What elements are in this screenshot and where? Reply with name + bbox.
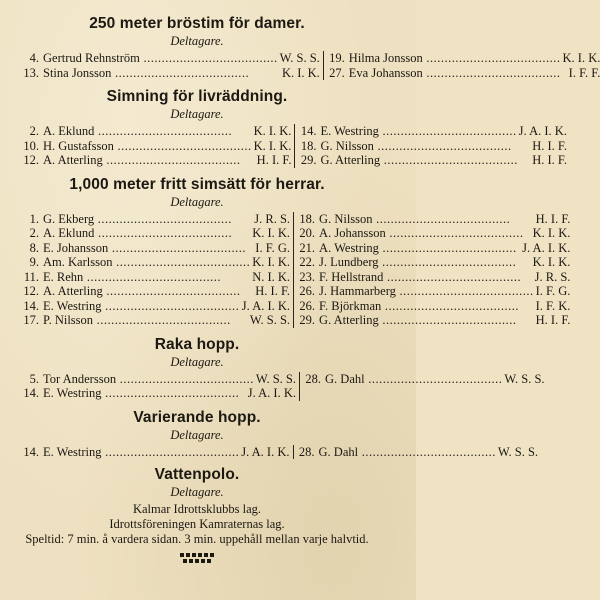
participant-name: Am. Karlsson ..... bbox=[39, 255, 250, 270]
participant-row bbox=[298, 255, 570, 270]
participants-column-right bbox=[300, 372, 545, 401]
participant-row bbox=[22, 445, 290, 460]
participant-number: 14. bbox=[23, 444, 39, 459]
participant-club: K. I. K. bbox=[252, 255, 291, 269]
participant-club: K. I. K. bbox=[252, 226, 291, 240]
event-section bbox=[22, 335, 545, 401]
participant-name: Stina Jonsson ..... bbox=[39, 66, 280, 81]
participant-club: K. I. K. bbox=[253, 124, 292, 138]
participants-column-right bbox=[295, 124, 567, 168]
participant-number: 21. bbox=[299, 240, 316, 255]
section-subtitle: Deltagare. bbox=[170, 107, 224, 121]
participant-row bbox=[298, 284, 570, 299]
participant-number: 2. bbox=[29, 226, 39, 240]
participant-row bbox=[22, 66, 320, 81]
participant-number: 17. bbox=[23, 313, 39, 327]
participants-column-left bbox=[22, 51, 324, 80]
participant-name: E. Rehn ..... bbox=[39, 270, 250, 285]
participant-club: W. S. S. bbox=[504, 371, 545, 386]
participant-row bbox=[22, 212, 290, 227]
participant-name: E. Westring ..... bbox=[39, 445, 239, 460]
participant-number: 5. bbox=[29, 371, 39, 386]
participant-name: E. Westring ..... bbox=[39, 386, 246, 401]
participant-row bbox=[22, 226, 290, 241]
participant-number: 23. bbox=[299, 269, 316, 284]
participant-row bbox=[22, 241, 290, 256]
participant-club: J. A. I. K. bbox=[522, 240, 571, 255]
section-vattenpolo bbox=[22, 465, 372, 547]
participant-club: K. I. K. bbox=[281, 65, 320, 80]
participant-name: E. Westring ..... bbox=[39, 299, 240, 314]
participant-number: 28. bbox=[298, 444, 315, 459]
participant-club: H. I. F. bbox=[532, 153, 567, 167]
team-line: Kalmar Idrottsklubbs lag. bbox=[132, 502, 262, 516]
participant-club: I. F. G. bbox=[255, 240, 291, 255]
participants-table bbox=[22, 444, 539, 460]
participant-number: 4. bbox=[29, 51, 39, 65]
participant-row bbox=[298, 212, 570, 227]
participant-row bbox=[22, 313, 290, 328]
participants-column-right bbox=[294, 212, 570, 328]
participant-club: J. R. S. bbox=[534, 269, 571, 284]
participant-row bbox=[22, 124, 291, 139]
team-line: Idrottsföreningen Kamraternas lag. bbox=[109, 517, 285, 531]
participant-club: N. I. K. bbox=[252, 269, 291, 284]
participant-number: 26. bbox=[299, 298, 316, 313]
participant-club: H. I. F. bbox=[532, 138, 567, 153]
participant-name: P. Nilsson ..... bbox=[39, 313, 248, 328]
participant-name: A. Eklund ..... bbox=[39, 226, 250, 241]
participant-name: Gertrud Rehnström ..... bbox=[39, 51, 278, 66]
participant-club: W. S. S. bbox=[255, 371, 297, 386]
participant-number: 26. bbox=[299, 284, 316, 298]
section-title: Vattenpolo. bbox=[154, 466, 240, 483]
participant-club: J. A. I. K. bbox=[518, 124, 567, 138]
participant-club: I. F. K. bbox=[535, 298, 571, 313]
participant-club: J. A. I. K. bbox=[247, 386, 297, 400]
participant-name: G. Nilsson ..... bbox=[316, 139, 530, 154]
events-list bbox=[22, 14, 600, 459]
participant-club: K. I. K. bbox=[253, 138, 292, 153]
participant-number: 29. bbox=[300, 153, 317, 167]
participant-club: W. S. S. bbox=[279, 51, 320, 65]
event-section bbox=[22, 408, 539, 460]
section-subtitle: Deltagare. bbox=[170, 485, 224, 499]
section-subtitle: Deltagare. bbox=[170, 427, 224, 442]
section-title: Varierande hopp. bbox=[133, 408, 261, 426]
participant-name: J. Lundberg ..... bbox=[315, 255, 531, 270]
participant-name: G. Atterling ..... bbox=[316, 153, 530, 168]
participant-row bbox=[298, 313, 570, 328]
participant-number: 20. bbox=[299, 226, 316, 240]
participant-row bbox=[22, 284, 290, 299]
participant-name: Hilma Jonsson ..... bbox=[345, 51, 561, 66]
participant-name: G. Atterling ..... bbox=[315, 313, 534, 328]
event-section bbox=[22, 175, 571, 328]
participant-name: G. Dahl ..... bbox=[321, 372, 502, 387]
participant-name: A. Westring ..... bbox=[315, 241, 520, 256]
participant-club: J. A. I. K. bbox=[241, 298, 291, 313]
participant-number: 27. bbox=[329, 65, 345, 80]
participant-name: Tor Andersson ..... bbox=[39, 372, 254, 387]
participants-column-right bbox=[294, 445, 539, 460]
participant-row bbox=[328, 66, 600, 81]
participant-number: 11. bbox=[23, 269, 39, 284]
participant-name: G. Ekberg ..... bbox=[39, 212, 252, 227]
participants-table bbox=[22, 51, 600, 80]
participant-number: 19. bbox=[329, 51, 345, 65]
participant-name: G. Nilsson ..... bbox=[315, 212, 534, 227]
section-title: 250 meter bröstim för damer. bbox=[89, 15, 305, 32]
participant-row bbox=[299, 153, 567, 168]
section-title: Raka hopp. bbox=[154, 335, 240, 353]
participant-row bbox=[298, 299, 570, 314]
section-subtitle: Deltagare. bbox=[170, 194, 224, 209]
participant-number: 28. bbox=[305, 371, 322, 386]
participant-row bbox=[299, 139, 567, 154]
participant-club: K. I. K. bbox=[532, 226, 571, 240]
event-section bbox=[22, 87, 567, 168]
match-note: Speltid: 7 min. å vardera sidan. 3 min. uppehåll mellan varje halvtid. bbox=[25, 532, 369, 546]
participant-number: 14. bbox=[23, 386, 39, 400]
participant-club: W. S. S. bbox=[249, 313, 291, 327]
participant-name: A. Eklund ..... bbox=[39, 124, 252, 139]
participant-number: 18. bbox=[299, 211, 316, 226]
participant-number: 14. bbox=[23, 298, 39, 313]
participant-row bbox=[298, 226, 570, 241]
participant-name: A. Atterling ..... bbox=[39, 284, 253, 299]
participant-club: H. I. F. bbox=[535, 313, 571, 327]
participant-club: I. F. G. bbox=[535, 284, 571, 298]
participant-club: K. I. K. bbox=[532, 255, 571, 269]
participant-row bbox=[22, 386, 296, 401]
participant-row bbox=[22, 51, 320, 66]
participant-row bbox=[22, 372, 296, 387]
participant-number: 12. bbox=[23, 284, 39, 298]
participant-row bbox=[22, 153, 291, 168]
participant-row bbox=[22, 139, 291, 154]
participant-club: H. I. F. bbox=[256, 153, 292, 167]
section-title: Simning för livräddning. bbox=[106, 88, 288, 105]
participant-club: J. R. S. bbox=[254, 211, 291, 226]
participant-number: 9. bbox=[29, 255, 39, 269]
participant-row bbox=[22, 255, 290, 270]
participants-table bbox=[22, 371, 545, 401]
participant-row bbox=[304, 372, 545, 387]
participant-row bbox=[22, 270, 290, 285]
participant-club: K. I. K. bbox=[562, 51, 600, 65]
participant-name: E. Johansson ..... bbox=[39, 241, 253, 256]
participant-club: H. I. F. bbox=[535, 211, 571, 226]
participant-club: H. I. F. bbox=[255, 284, 291, 298]
participant-number: 22. bbox=[299, 255, 316, 269]
participant-row bbox=[22, 299, 290, 314]
participant-row bbox=[298, 445, 539, 460]
participant-row bbox=[299, 124, 567, 139]
participants-column-right bbox=[324, 51, 600, 80]
participant-name: F. Hellstrand ..... bbox=[315, 270, 533, 285]
participant-name: A. Johansson ..... bbox=[315, 226, 531, 241]
participant-number: 18. bbox=[300, 138, 317, 153]
participant-name: E. Westring ..... bbox=[316, 124, 516, 139]
participants-column-left bbox=[22, 212, 294, 328]
participants-column-left bbox=[22, 372, 300, 401]
participant-name: H. Gustafsson ..... bbox=[39, 139, 252, 154]
participant-name: G. Dahl ..... bbox=[315, 445, 496, 460]
participant-name: J. Hammarberg ..... bbox=[315, 284, 534, 299]
participant-club: J. A. I. K. bbox=[241, 444, 290, 459]
event-section bbox=[22, 14, 600, 80]
participant-number: 14. bbox=[300, 124, 317, 138]
participant-number: 8. bbox=[29, 240, 39, 255]
participant-name: A. Atterling ..... bbox=[39, 153, 255, 168]
participant-row bbox=[328, 51, 600, 66]
participant-number: 1. bbox=[29, 211, 39, 226]
section-subtitle: Deltagare. bbox=[170, 354, 224, 369]
participant-club: I. F. F. bbox=[568, 65, 600, 80]
printer-ornament-icon bbox=[22, 553, 372, 565]
participants-column-left bbox=[22, 124, 295, 168]
participant-number: 13. bbox=[23, 65, 39, 80]
participants-table bbox=[22, 124, 567, 168]
participant-club: W. S. S. bbox=[497, 444, 539, 459]
section-title: 1,000 meter fritt simsätt för herrar. bbox=[69, 175, 325, 193]
participant-row bbox=[298, 270, 570, 285]
participant-number: 29. bbox=[299, 313, 316, 327]
participant-number: 10. bbox=[23, 138, 39, 153]
participant-name: Eva Johansson ..... bbox=[345, 66, 567, 81]
participant-number: 2. bbox=[29, 124, 39, 138]
participants-table bbox=[22, 211, 571, 328]
participant-name: F. Björkman ..... bbox=[315, 299, 534, 314]
participants-column-left bbox=[22, 445, 294, 460]
participant-number: 12. bbox=[23, 153, 39, 167]
participant-row bbox=[298, 241, 570, 256]
section-subtitle: Deltagare. bbox=[170, 34, 224, 48]
